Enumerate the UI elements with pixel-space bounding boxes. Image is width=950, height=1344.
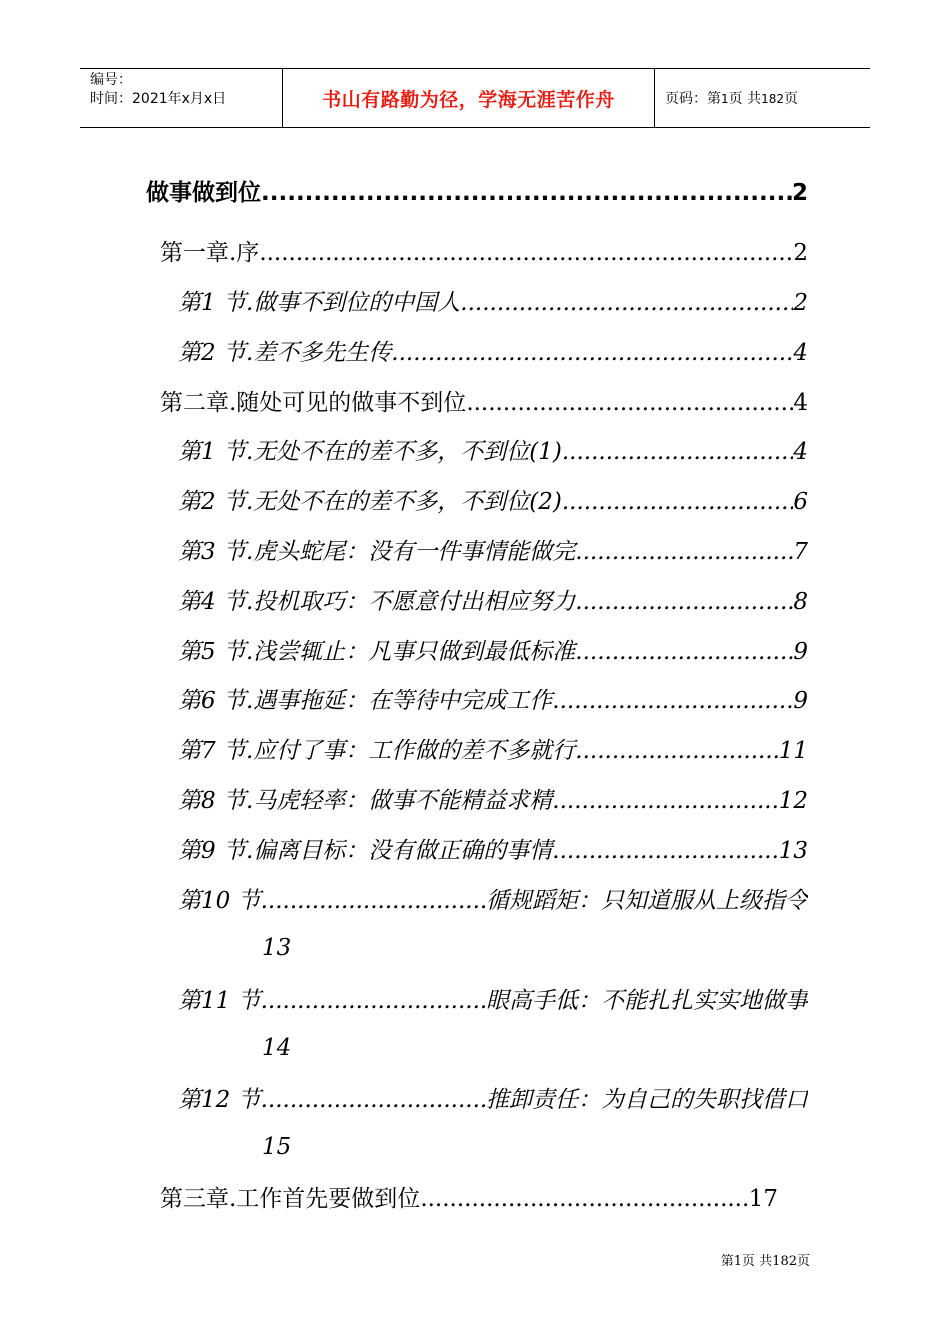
toc-entry-title: 循规蹈矩：只知道服从上级指令	[486, 888, 808, 914]
toc-leader-dots	[261, 888, 486, 914]
toc-entry-title: 第2 节.无处不在的差不多，不到位(2)	[178, 489, 562, 515]
toc-entry-title: 第三章.工作首先要做到位	[160, 1186, 421, 1212]
toc-entry-label: 第12 节	[178, 1087, 261, 1113]
toc-entry-line	[178, 882, 808, 915]
toc-entry-section[interactable]	[178, 433, 808, 466]
toc-entry-title: 第2 节.差不多先生传	[178, 340, 392, 366]
toc-entry-chapter-2[interactable]	[160, 384, 808, 417]
toc-entry-page: 13	[262, 935, 292, 961]
toc-entry-title: 第3 节.虎头蛇尾：没有一件事情能做完	[178, 539, 576, 565]
toc-leader-dots	[552, 788, 778, 814]
toc-leader-dots	[261, 988, 486, 1014]
toc-leader-dots	[562, 489, 794, 515]
header-page-info	[655, 69, 870, 127]
toc-entry-title: 第6 节.遇事拖延：在等待中完成工作	[178, 688, 553, 714]
header-motto: 书山有路勤为径，学海无涯苦作舟	[322, 88, 615, 111]
document-number-label: 编号：	[90, 72, 132, 88]
toc-entry-page: 13	[778, 838, 808, 864]
toc-entry-page: 15	[262, 1134, 292, 1160]
toc-leader-dots	[466, 390, 793, 416]
toc-entry-title: 眼高手低：不能扎扎实实地做事	[486, 988, 808, 1014]
toc-entry-section[interactable]	[178, 682, 808, 715]
toc-entry-label: 第11 节	[178, 988, 261, 1014]
toc-leader-dots	[552, 838, 778, 864]
toc-entry-section[interactable]	[178, 633, 808, 666]
toc-entry-section[interactable]	[178, 782, 808, 815]
toc-entry-section[interactable]	[178, 533, 808, 566]
toc-entry-page: 2	[793, 290, 808, 316]
toc-entry-chapter-1[interactable]	[160, 234, 808, 267]
document-time-label: 时间：2021年x月x日	[90, 91, 227, 107]
toc-entry-section[interactable]	[178, 284, 808, 317]
toc-entry-page: 4	[793, 439, 808, 465]
toc-entry-title: 第4 节.投机取巧：不愿意付出相应努力	[178, 589, 576, 615]
toc-leader-dots	[420, 1186, 748, 1212]
toc-entry-page: 9	[793, 639, 808, 665]
toc-entry-title: 推卸责任：为自己的失职找借口	[486, 1087, 808, 1113]
toc-entry-page: 11	[778, 738, 808, 764]
toc-leader-dots	[575, 589, 793, 615]
toc-leader-dots	[259, 240, 793, 266]
toc-entry-chapter-3[interactable]	[160, 1180, 778, 1213]
toc-entry-section[interactable]	[178, 1081, 808, 1160]
header-page-number: 页码：第1页 共182页	[665, 91, 798, 107]
toc-entry-section[interactable]	[178, 982, 808, 1061]
toc-entry-page: 4	[793, 340, 808, 366]
toc-entry-title: 第1 节.无处不在的差不多，不到位(1)	[178, 439, 562, 465]
toc-entry-title: 第二章.随处可见的做事不到位	[160, 390, 467, 416]
page-header	[80, 68, 870, 128]
toc-entry-section[interactable]	[178, 483, 808, 516]
toc-entry-title: 做事做到位	[146, 180, 261, 206]
toc-entry-page: 7	[793, 539, 808, 565]
toc-entry-page: 14	[262, 1035, 292, 1061]
toc-entry-section[interactable]	[178, 732, 808, 765]
toc-entry-title: 第8 节.马虎轻率：做事不能精益求精	[178, 788, 553, 814]
toc-leader-dots	[552, 688, 793, 714]
toc-leader-dots	[261, 1087, 486, 1113]
toc-entry-page: 8	[793, 589, 808, 615]
toc-entry-section[interactable]	[178, 832, 808, 865]
toc-entry-main[interactable]	[146, 174, 808, 207]
toc-entry-label: 第10 节	[178, 888, 261, 914]
toc-entry-title: 第9 节.偏离目标：没有做正确的事情	[178, 838, 553, 864]
toc-entry-line	[178, 1081, 808, 1114]
page-footer: 第1页 共182页	[720, 1254, 810, 1269]
toc-entry-page: 2	[793, 240, 808, 266]
header-meta	[80, 69, 282, 127]
toc-leader-dots	[391, 340, 793, 366]
toc-leader-dots	[575, 639, 793, 665]
toc-leader-dots	[261, 180, 792, 206]
toc-entry-line	[178, 982, 808, 1015]
toc-entry-section[interactable]	[178, 583, 808, 616]
toc-entry-page: 12	[778, 788, 808, 814]
toc-leader-dots	[575, 738, 778, 764]
toc-entry-page: 2	[791, 180, 808, 206]
toc-entry-title: 第1 节.做事不到位的中国人	[178, 290, 461, 316]
toc-leader-dots	[460, 290, 793, 316]
toc-entry-title: 第一章.序	[160, 240, 260, 266]
toc-entry-page: 4	[793, 390, 808, 416]
toc-entry-page: 6	[793, 489, 808, 515]
toc-leader-dots	[575, 539, 793, 565]
toc-leader-dots	[562, 439, 794, 465]
header-motto-cell	[282, 69, 655, 127]
toc-entry-title: 第7 节.应付了事：工作做的差不多就行	[178, 738, 576, 764]
toc-entry-title: 第5 节.浅尝辄止：凡事只做到最低标准	[178, 639, 576, 665]
toc-entry-page: 17	[748, 1186, 778, 1212]
toc-entry-section[interactable]	[178, 334, 808, 367]
toc-entry-page: 9	[793, 688, 808, 714]
toc-entry-section[interactable]	[178, 882, 808, 961]
